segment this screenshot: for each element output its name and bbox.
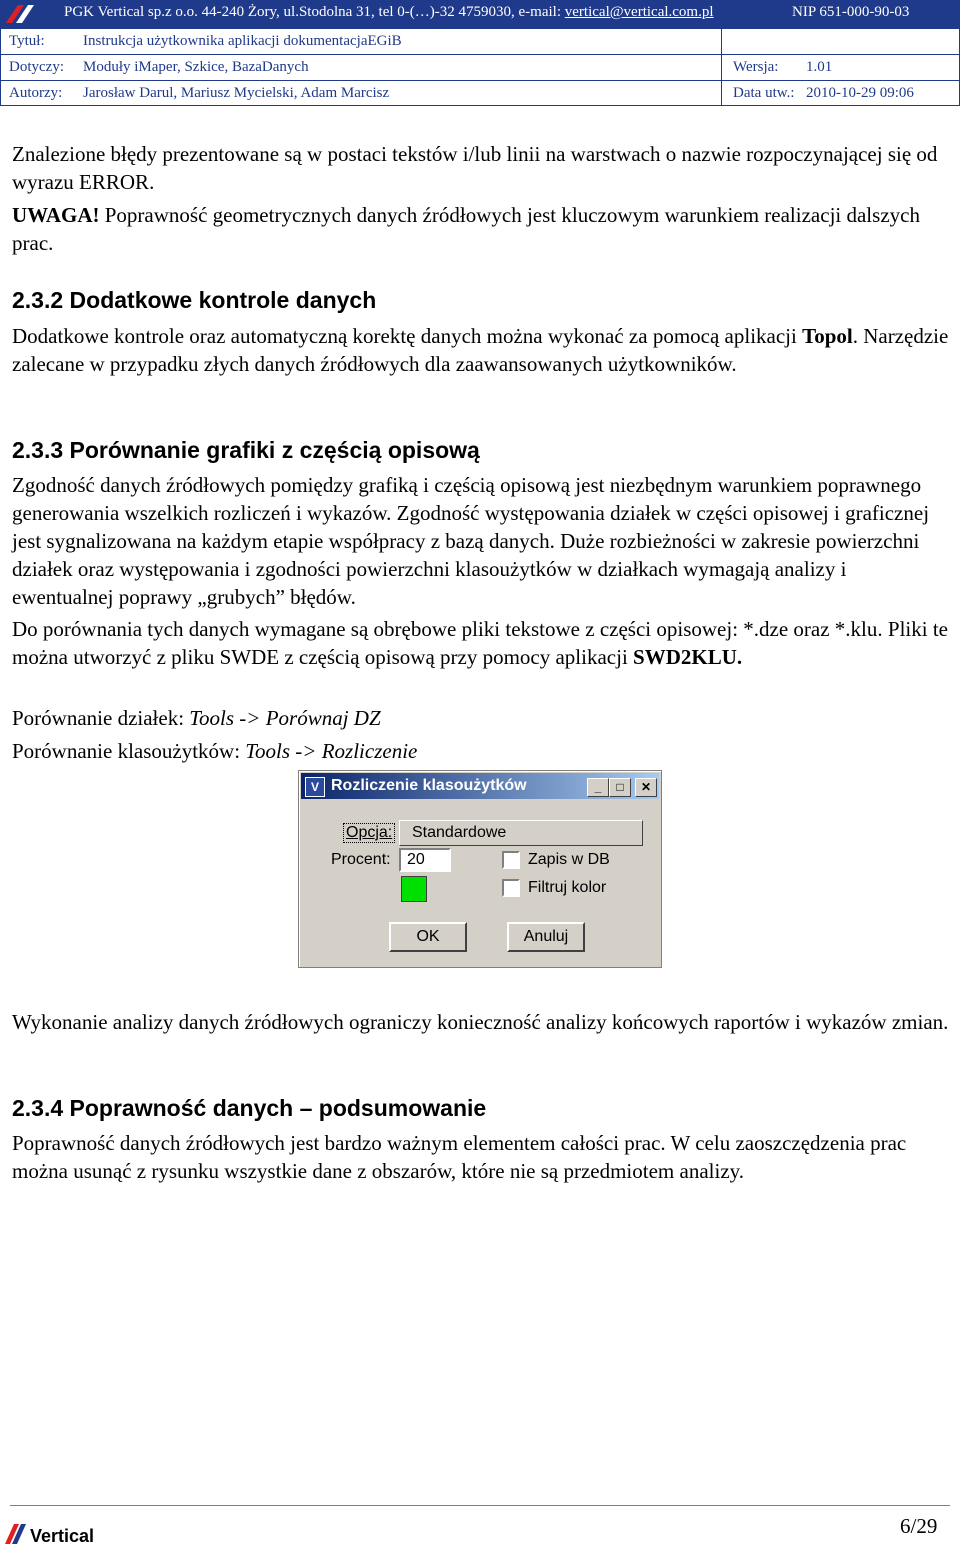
opcja-combo[interactable]: Standardowe [399,820,643,846]
header-row-authors: Autorzy: Jarosław Darul, Mariusz Mycielski, Adam Marcisz Data utw.: 2010-10-29 09:06 [1,81,959,106]
header-row-subject: Dotyczy: Moduły iMaper, Szkice, BazaDanych Wersja: 1.01 [1,55,959,80]
section-heading-2-3-4: 2.3.4 Poprawność danych – podsumowanie [12,1095,487,1121]
dialog-title: Rozliczenie klasoużytków [331,777,527,794]
zapis-db-label: Zapis w DB [528,851,610,868]
footer-logo-text: Vertical [30,1526,95,1546]
header-top-bar [0,0,960,28]
ok-button[interactable]: OK [389,922,467,952]
zapis-db-checkbox[interactable] [502,851,520,869]
paragraph-topol: Dodatkowe kontrole oraz automatyczną korektę danych można wykonać za pomocą aplikacji Topol. Narzędzie zalecane w przypadku złych danych źródłowych dla zaawansowanych użytkowników. [12,324,949,376]
cancel-button[interactable]: Anuluj [507,922,585,952]
footer-logo [4,1520,204,1550]
section-heading-2-3-3: 2.3.3 Porównanie grafiki z częścią opisową [12,437,480,463]
filtruj-kolor-checkbox[interactable] [502,879,520,897]
paragraph-summary: Poprawność danych źródłowych jest bardzo ważnym elementem całości prac. W celu zaoszczędzenia prac można usunąć z rysunku wszystkie dane z obszarów, które nie są przedmiotem analizy. [12,1131,907,1183]
email-link[interactable]: vertical@vertical.com.pl [564,4,714,20]
section-heading-2-3-2: 2.3.2 Dodatkowe kontrole danych [12,287,377,313]
rozliczenie-dialog [298,770,662,968]
procent-label: Procent: [331,851,391,868]
maximize-icon[interactable]: □ [609,778,631,797]
dialog-title-bar [301,773,659,799]
page-header [0,0,960,105]
company-address: PGK Vertical sp.z o.o. 44-240 Żory, ul.Stodolna 31, tel 0-(…)-32 4759030, e-mail: vertical@vertical.com.pl [64,4,714,20]
nip-number: NIP 651-000-90-03 [792,4,910,20]
header-row-title: Tytuł: Instrukcja użytkownika aplikacji dokumentacjaEGiB [1,29,959,54]
page-number: 6/29 [900,1514,938,1538]
footer-logo-icon [4,1522,30,1546]
vertical-logo-icon [4,3,52,25]
color-swatch[interactable] [401,876,427,902]
close-icon[interactable]: ✕ [635,778,657,797]
paragraph-errors: Znalezione błędy prezentowane są w postaci tekstów i/lub linii na warstwach o nazwie rozpoczynającej się od wyrazu ERROR. [12,142,938,194]
paragraph-files: Do porównania tych danych wymagane są obrębowe pliki tekstowe z części opisowej: *.dze oraz *.klu. Pliki te można utworzyć z pliku SWDE z częścią opisową przy pomocy aplikacji SWD2KLU. [12,617,948,669]
opcja-label: Opcja: [343,823,395,843]
header-meta-table [0,28,960,106]
minimize-icon[interactable]: _ [587,778,609,797]
procent-input[interactable]: 20 [399,848,451,872]
app-icon: V [305,777,325,797]
paragraph-consistency: Zgodność danych źródłowych pomiędzy grafiką i częścią opisową jest niezbędnym warunkiem poprawnego generowania wszelkich rozliczeń i wykazów. Zgodność występowania działek w części opisowej i graficznej jest sygnalizowana na każdym etapie współpracy z bazą danych. Duże rozbieżności w zakresie powierzchni działek oraz występowania i zgodności powierzchni klasoużytków w działkach wymagają analizy i ewentualnej poprawy „grubych” błędów. [12,473,930,609]
paragraph-warning: UWAGA! Poprawność geometrycznych danych źródłowych jest kluczowym warunkiem realizacji dalszych prac. [12,203,920,255]
paragraph-compare-landuse: Porównanie klasoużytków: Tools -> Rozliczenie [12,739,418,763]
filtruj-kolor-label: Filtruj kolor [528,879,607,896]
paragraph-compare-parcels: Porównanie działek: Tools -> Porównaj DZ [12,706,381,730]
footer-divider [10,1505,950,1506]
paragraph-analysis: Wykonanie analizy danych źródłowych ograniczy konieczność analizy końcowych raportów i wykazów zmian. [12,1010,949,1034]
